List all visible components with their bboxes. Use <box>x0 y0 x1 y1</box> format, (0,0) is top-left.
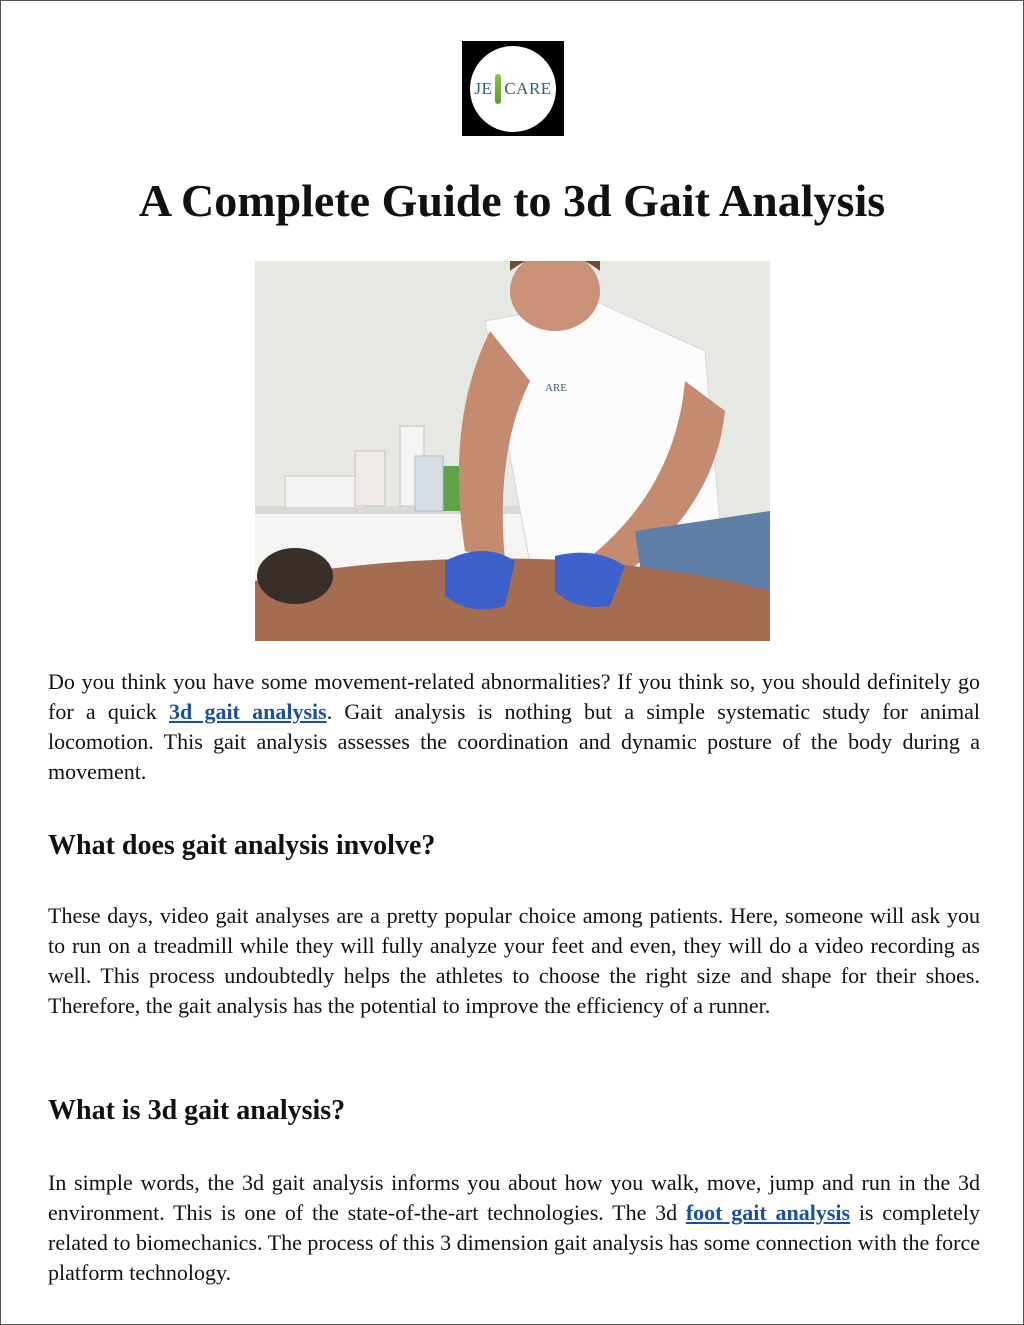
intro-text-before: Do you think you have some movement-related abnormalities? If you think so, you should definitely go for a quick <box>48 669 980 724</box>
section-heading-involve: What does gait analysis involve? <box>48 830 436 861</box>
shirt-logo-text: ARE <box>545 382 567 394</box>
je-care-logo <box>462 41 564 136</box>
physiotherapy-photo <box>255 261 770 641</box>
logo-circle <box>470 46 556 132</box>
logo-right-text: CARE <box>504 78 552 98</box>
3d-gait-analysis-link[interactable]: 3d gait analysis <box>168 699 327 724</box>
intro-text-after: . Gait analysis is nothing but a simple systematic study for animal locomotion. This gait analysis assesses the coordination and dynamic posture of the body during a movement. <box>48 699 980 784</box>
logo-wordmark <box>474 74 551 104</box>
spine-icon <box>495 74 501 104</box>
intro-paragraph <box>48 667 980 787</box>
logo-left-text: JE <box>474 78 493 98</box>
foot-gait-analysis-link[interactable]: foot gait analysis <box>685 1200 851 1225</box>
photo-illustration <box>255 261 770 641</box>
section-3d-paragraph <box>48 1168 980 1288</box>
section-involve-paragraph: These days, video gait analyses are a pretty popular choice among patients. Here, someone will ask you to run on a treadmill while they will fully analyze your feet and even, they will do a video recording as well. This process undoubtedly helps the athletes to choose the right size and shape for their shoes. Therefore, the gait analysis has the potential to improve the efficiency of a runner. <box>48 903 980 1018</box>
section-3d-text-after: is completely related to biomechanics. The process of this 3 dimension gait analysis has some connection with the force platform technology. <box>48 1200 980 1285</box>
section-3d-text-before: In simple words, the 3d gait analysis informs you about how you walk, move, jump and run in the 3d environment. This is one of the state-of-the-art technologies. The 3d <box>48 1170 980 1225</box>
section-heading-3d: What is 3d gait analysis? <box>48 1095 346 1126</box>
page-title: A Complete Guide to 3d Gait Analysis <box>138 175 886 226</box>
